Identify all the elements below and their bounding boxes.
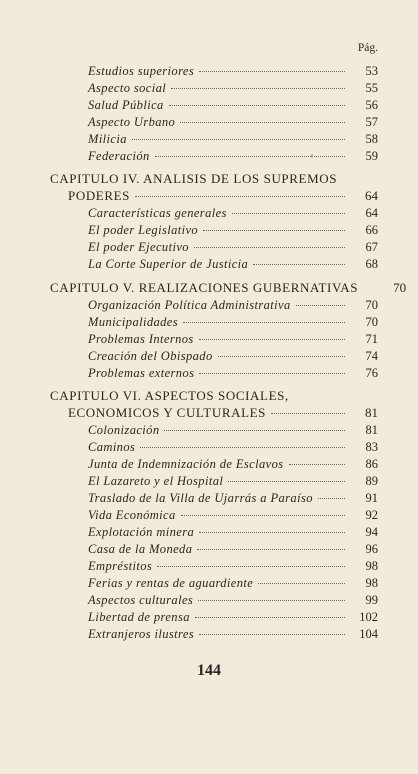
toc-entry-label: Junta de Indemnización de Esclavos	[88, 457, 284, 471]
leader-dots	[218, 356, 345, 357]
toc-entry-label: Traslado de la Villa de Ujarrás a Paraíso	[88, 491, 313, 505]
toc-entry	[88, 222, 378, 238]
toc-entry	[88, 456, 378, 472]
toc-entry-label: Aspecto social	[88, 81, 167, 95]
toc-entry-label: El poder Ejecutivo	[88, 240, 189, 254]
leader-dots	[253, 264, 345, 265]
toc-entry-label: Explotación minera	[88, 525, 195, 539]
toc-entry-page: 74	[365, 349, 378, 363]
toc-entry-page: 71	[365, 332, 378, 346]
leader-dots	[132, 139, 345, 140]
toc-entry-label: Vida Económica	[88, 508, 176, 522]
ink-speck	[311, 154, 313, 158]
leader-dots	[155, 156, 345, 157]
toc-entry	[88, 256, 378, 272]
leader-dots	[228, 481, 345, 482]
leader-dots	[164, 430, 345, 431]
toc-entry-label: Problemas Internos	[88, 332, 194, 346]
toc-entry	[88, 97, 378, 113]
toc-entry-label: Colonización	[88, 423, 160, 437]
toc-entry-page: 55	[365, 81, 378, 95]
toc-entry-page: 102	[359, 610, 378, 624]
chapter-title-label: ECONOMICOS Y CULTURALES	[68, 405, 266, 420]
toc-entry-label: Estudios superiores	[88, 64, 195, 78]
leader-dots	[169, 105, 345, 106]
leader-dots	[183, 322, 345, 323]
leader-dots	[195, 617, 345, 618]
toc-entry-page: 104	[359, 627, 378, 641]
toc-entry-page: 59	[365, 149, 378, 163]
toc-entry-page: 99	[365, 593, 378, 607]
toc-entry-page: 94	[365, 525, 378, 539]
toc-entry-page: 56	[365, 98, 378, 112]
leader-dots	[194, 247, 345, 248]
toc-entry-page: 67	[365, 240, 378, 254]
leader-dots	[198, 600, 345, 601]
toc-entry-page: 70	[365, 315, 378, 329]
leader-dots	[197, 549, 345, 550]
toc-entry	[88, 609, 378, 625]
toc-entry-label: Aspectos culturales	[88, 593, 194, 607]
chapter-title: CAPITULO IV. ANALISIS DE LOS SUPREMOS	[50, 171, 338, 186]
chapter-page: 64	[365, 188, 378, 203]
chapter-title: CAPITULO VI. ASPECTOS SOCIALES,	[50, 388, 289, 403]
leader-dots	[140, 447, 345, 448]
leader-dots	[199, 339, 345, 340]
toc-entry	[88, 63, 378, 79]
toc-entry	[88, 114, 378, 130]
toc-entry	[88, 473, 378, 489]
leader-dots	[199, 532, 345, 533]
leader-dots	[318, 498, 345, 499]
toc-entry-page: 68	[365, 257, 378, 271]
toc-entry	[88, 239, 378, 255]
toc-entry-page: 81	[365, 423, 378, 437]
toc-entry	[88, 131, 378, 147]
toc-entry-label: Federación	[88, 149, 150, 163]
toc-entry-page: 86	[365, 457, 378, 471]
toc-entry-page: 58	[365, 132, 378, 146]
leader-dots	[289, 464, 346, 465]
toc-entry	[88, 297, 378, 313]
toc-entry	[88, 558, 378, 574]
toc-entry-label: Características generales	[88, 206, 227, 220]
chapter-title-label: PODERES	[68, 188, 130, 203]
toc-entry-page: 53	[365, 64, 378, 78]
toc-entry-page: 83	[365, 440, 378, 454]
toc-entry	[88, 575, 378, 591]
leader-dots	[296, 305, 345, 306]
toc-entry-label: La Corte Superior de Justicia	[88, 257, 249, 271]
leader-dots	[271, 413, 345, 414]
leader-dots	[258, 583, 345, 584]
toc-entry-label: Casa de la Moneda	[88, 542, 193, 556]
toc-entry-page: 89	[365, 474, 378, 488]
page-column-header: Pág.	[357, 42, 378, 54]
toc-entry	[88, 541, 378, 557]
toc-entry-page: 64	[365, 206, 378, 220]
toc-entry	[88, 80, 378, 96]
toc-entry-label: Salud Pública	[88, 98, 164, 112]
chapter-title-continued	[68, 188, 378, 204]
leader-dots	[199, 71, 345, 72]
toc-entry-label: El poder Legislativo	[88, 223, 199, 237]
leader-dots	[180, 122, 345, 123]
toc-entry-label: Extranjeros ilustres	[88, 627, 195, 641]
leader-dots	[203, 230, 345, 231]
chapter-page: 70	[393, 280, 407, 295]
toc-entry-page: 91	[365, 491, 378, 505]
toc-entry	[88, 626, 378, 642]
toc-entry-label: Organización Política Administrativa	[88, 298, 291, 312]
toc-entry-label: Municipalidades	[88, 315, 179, 329]
toc-entry-label: El Lazareto y el Hospital	[88, 474, 224, 488]
leader-dots	[199, 373, 345, 374]
toc-entry	[88, 592, 378, 608]
chapter-title-label: CAPITULO V. REALIZACIONES GUBERNATIVAS	[50, 280, 359, 295]
toc-entry-page: 96	[365, 542, 378, 556]
toc-entry-page: 57	[365, 115, 378, 129]
toc-entry-page: 98	[365, 576, 378, 590]
toc-entry-page: 92	[365, 508, 378, 522]
leader-dots	[171, 88, 345, 89]
toc-entry-page: 98	[365, 559, 378, 573]
toc-entry-label: Creación del Obispado	[88, 349, 213, 363]
chapter-page: 81	[365, 405, 378, 420]
toc-entry	[88, 314, 378, 330]
toc-entry-label: Aspecto Urbano	[88, 115, 176, 129]
toc-entry-page: 76	[365, 366, 378, 380]
toc-entry-label: Milicia	[88, 132, 127, 146]
toc-entry-label: Caminos	[88, 440, 136, 454]
toc-entry	[88, 348, 378, 364]
leader-dots	[181, 515, 345, 516]
page-folio-number: 144	[197, 662, 221, 679]
toc-entry-label: Problemas externos	[88, 366, 195, 380]
leader-dots	[157, 566, 345, 567]
toc-entry	[88, 490, 378, 506]
toc-entry	[88, 148, 378, 164]
toc-entry-label: Ferias y rentas de aguardiente	[88, 576, 254, 590]
chapter-title-continued	[68, 405, 378, 421]
toc-entry	[88, 439, 378, 455]
toc-entry-page: 70	[365, 298, 378, 312]
leader-dots	[199, 634, 345, 635]
toc-entry	[88, 524, 378, 540]
toc-entry	[88, 507, 378, 523]
toc-entry	[88, 331, 378, 347]
toc-entry-label: Libertad de prensa	[88, 610, 190, 624]
chapter-title	[50, 280, 407, 296]
toc-entry	[88, 422, 378, 438]
leader-dots	[232, 213, 345, 214]
toc-entry	[88, 205, 378, 221]
toc-entry-page: 66	[365, 223, 378, 237]
leader-dots	[135, 196, 345, 197]
toc-entry-label: Empréstitos	[88, 559, 153, 573]
toc-entry	[88, 365, 378, 381]
